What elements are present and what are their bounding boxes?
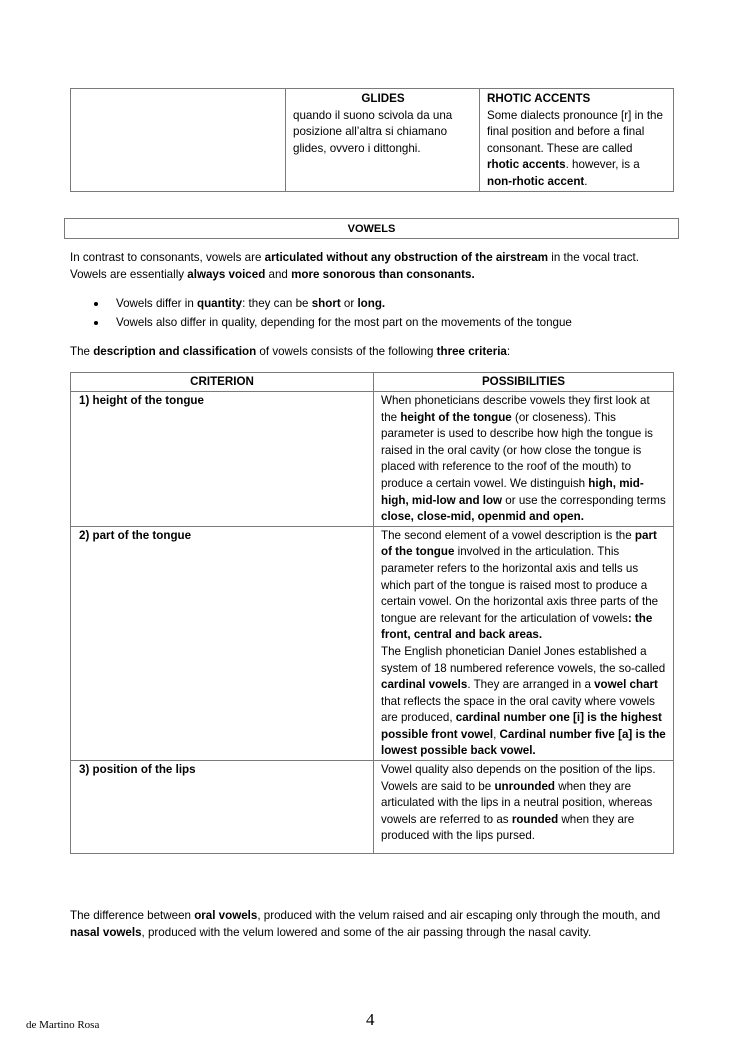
glides-cell xyxy=(286,89,480,192)
vowels-heading: VOWELS xyxy=(64,218,679,239)
possibilities-text: Vowel quality also depends on the position of the lips. Vowels are said to be unrounded when they are articulated with the lips in a neutral position, whereas vowels are referred to as rounded when they are produced with the lips pursed. xyxy=(381,763,656,843)
footer-author: de Martino Rosa xyxy=(26,1019,100,1031)
list-item: Vowels differ in quantity: they can be short or long. xyxy=(70,296,674,315)
description-paragraph: The description and classification of vowels consists of the following three criteria: xyxy=(70,345,511,358)
bullet-icon xyxy=(94,321,98,325)
page-number: 4 xyxy=(366,1010,375,1029)
glides-text: quando il suono scivola da una posizione all’altra si chiamano glides, ovvero i dittonghi. xyxy=(293,108,453,155)
bullet-icon xyxy=(94,302,98,306)
list-item: Vowels also differ in quality, depending for the most part on the movements of the tongue xyxy=(70,315,674,334)
header-criterion: CRITERION xyxy=(71,373,374,392)
table-row xyxy=(71,392,674,527)
criterion-label: 1) height of the tongue xyxy=(79,394,204,407)
possibilities-text: When phoneticians describe vowels they first look at the height of the tongue (or closeness). This parameter is used to describe how high the tongue is raised in the oral cavity (or how close the tongue is placed with reference to the roof of the mouth) to produce a certain vowel. We distinguish high, mid-high, mid-low and low or use the corresponding terms close, close-mid, openmid and open. xyxy=(381,394,666,524)
table-row xyxy=(71,761,674,854)
criteria-table xyxy=(70,372,674,854)
rhotic-title: RHOTIC ACCENTS xyxy=(487,92,591,105)
criterion-label: 2) part of the tongue xyxy=(79,528,192,542)
possibilities-text: The second element of a vowel description is the part of the tongue involved in the articulation. This parameter refers to the horizontal axis and tells us which part of the tongue is raised most to produce a certain vowel. On the horizontal axis three parts of the tongue are relevant for the articulation of vowels: the front, central and back areas. The English phonetician Daniel Jones established a system of 18 numbered reference vowels, the so-called cardinal vowels. They are arranged in a vowel chart that reflects the space in the oral cavity where vowels are produced, cardinal number one [i] is the highest possible front vowel, Cardinal number five [a] is the lowest possible back vowel. xyxy=(381,528,666,758)
glides-title: GLIDES xyxy=(361,92,405,105)
rhotic-cell xyxy=(480,89,674,192)
empty-cell xyxy=(71,89,286,192)
table-row xyxy=(71,526,674,760)
outro-paragraph: The difference between oral vowels, produced with the velum raised and air escaping only through the mouth, and nasal vowels, produced with the velum lowered and some of the air passing through the nasal cavity. xyxy=(70,909,661,939)
header-possibilities: POSSIBILITIES xyxy=(374,373,674,392)
glides-rhotic-table xyxy=(70,88,674,192)
bullet-list xyxy=(70,296,674,334)
intro-paragraph: In contrast to consonants, vowels are articulated without any obstruction of the airstream in the vocal tract. Vowels are essentially always voiced and more sonorous than consonants. xyxy=(70,251,639,281)
criterion-label: 3) position of the lips xyxy=(79,763,196,777)
rhotic-text: Some dialects pronounce [r] in the final position and before a final consonant. These are called rhotic accents. however, is a non-rhotic accent. xyxy=(487,108,663,188)
